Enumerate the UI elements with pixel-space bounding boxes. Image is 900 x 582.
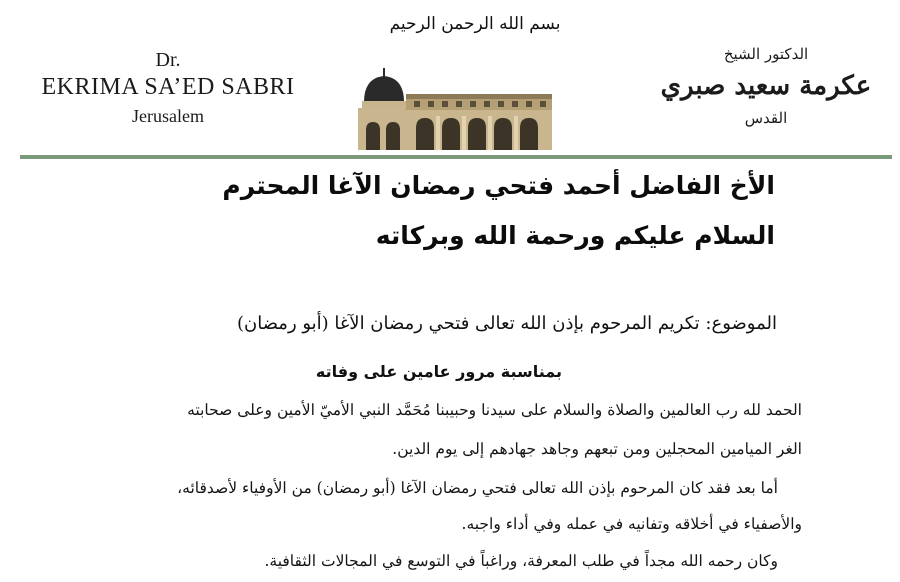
dome-drum: [362, 101, 406, 109]
recipient-greeting: الأخ الفاضل أحمد فتحي رمضان الآغا المحترم: [222, 171, 775, 200]
arabic-name: عكرمة سعيد صبري: [660, 71, 872, 101]
body-line: الغر الميامين المحجلين ومن تبعهم وجاهد جهادهم إلى يوم الدين.: [392, 440, 802, 458]
letterhead-divider: [20, 155, 892, 159]
body-line: الحمد لله رب العالمين والصلاة والسلام على سيدنا وحبيبنا مُحَمَّد النبي الأميّ الأمين وعلى صحابته: [187, 401, 802, 419]
english-title: Dr.: [155, 49, 181, 71]
dome-finial: [383, 68, 385, 77]
arabic-title: الدكتور الشيخ: [723, 45, 809, 63]
body-line: وكان رحمه الله مجداً في طلب المعرفة، وراغباً في التوسع في المجالات الثقافية.: [264, 552, 778, 570]
dome-shape: [364, 76, 404, 102]
english-name: EKRIMA SA’ED SABRI: [41, 74, 295, 100]
body-line: والأصفياء في أخلاقه وتفانيه في عمله وفي أداء واجبه.: [461, 515, 802, 533]
al-aqsa-mosque-icon: [356, 64, 552, 150]
body-line: أما بعد فقد كان المرحوم بإذن الله تعالى فتحي رمضان الآغا (أبو رمضان) من الأوفياء لأصدقائه،: [177, 479, 778, 497]
salutation: السلام عليكم ورحمة الله وبركاته: [375, 221, 775, 250]
english-city: Jerusalem: [132, 106, 204, 126]
letterhead-arabic: [650, 42, 882, 130]
letterhead-english: [18, 48, 318, 130]
roof-edge: [406, 94, 552, 99]
subject-line: الموضوع: تكريم المرحوم بإذن الله تعالى فتحي رمضان الآغا (أبو رمضان): [236, 313, 777, 334]
arabic-city: القدس: [744, 109, 788, 127]
occasion-line: بمناسبة مرور عامين على وفاته: [315, 362, 562, 381]
basmala: بسم الله الرحمن الرحيم: [389, 14, 561, 34]
